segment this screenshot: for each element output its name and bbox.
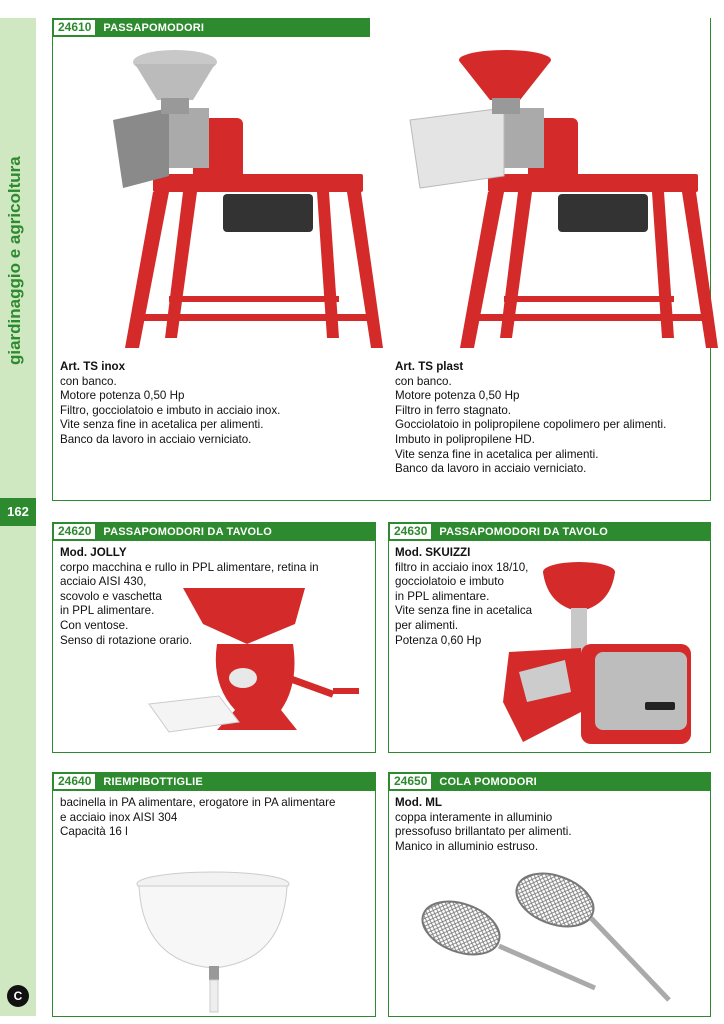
product-line: Motore potenza 0,50 Hp [395, 389, 520, 403]
section-title: PASSAPOMODORI DA TAVOLO [439, 525, 608, 538]
product-line: bacinella in PA alimentare, erogatore in PA alimentare [60, 796, 336, 809]
section-24650 [388, 772, 711, 1017]
section-title: COLA POMODORI [439, 775, 537, 788]
product-line: filtro in acciaio inox 18/10, [395, 560, 529, 574]
product-name: Art. TS inox [60, 360, 126, 373]
product-line: Senso di rotazione orario. [60, 633, 193, 647]
section-title: PASSAPOMODORI DA TAVOLO [103, 525, 272, 538]
product-line: con banco. [60, 374, 117, 388]
section-24630 [388, 522, 711, 753]
brand-logo-icon: C [7, 985, 29, 1007]
product-line: con banco. [395, 374, 452, 388]
sidebar-title-text: giardinaggio e agricoltura [5, 156, 24, 365]
product-name: Mod. SKUIZZI [395, 546, 471, 559]
section-code: 24640 [54, 774, 95, 789]
product-line: pressofuso brillantato per alimenti. [395, 825, 572, 839]
product-line: Vite senza fine in acetalica per alimenti. [395, 447, 599, 461]
product-line: Vite senza fine in acetalica [395, 604, 533, 618]
product-description [60, 796, 335, 840]
strainer-ladles-icon [419, 876, 679, 1006]
section-code: 24620 [54, 524, 95, 539]
product-line: Motore potenza 0,50 Hp [60, 389, 185, 403]
section-code: 24650 [390, 774, 431, 789]
product-name: Mod. ML [395, 796, 443, 809]
product-line: in PPL alimentare. [395, 589, 490, 603]
section-title: RIEMPIBOTTIGLIE [103, 775, 203, 788]
product-line: gocciolatoio e imbuto [395, 575, 504, 589]
section-24620 [52, 522, 376, 753]
product-description [395, 796, 572, 854]
product-line: scovolo e vaschetta [60, 589, 162, 603]
section-header [388, 772, 711, 791]
product-line: e acciaio inox AISI 304 [60, 810, 178, 824]
section-header [52, 522, 376, 541]
product-line: in PPL alimentare. [60, 604, 155, 618]
product-line: Banco da lavoro in acciaio verniciato. [60, 432, 252, 446]
product-line: Con ventose. [60, 618, 129, 632]
section-title: PASSAPOMODORI [103, 21, 205, 34]
sidebar-title [3, 156, 33, 365]
product-name: Art. TS plast [395, 360, 464, 373]
section-code: 24610 [54, 20, 95, 35]
section-header [52, 772, 376, 791]
product-line: Vite senza fine in acetalica per alimenti. [60, 418, 264, 432]
section-24610 [52, 18, 711, 501]
tomato-press-plast-icon [408, 48, 708, 348]
product-name: Mod. JOLLY [60, 546, 127, 559]
product-description [395, 360, 666, 477]
product-line: Filtro, gocciolatoio e imbuto in acciaio inox. [60, 403, 281, 417]
section-24640 [52, 772, 376, 1017]
section-header [388, 522, 711, 541]
manual-tomato-press-icon [147, 584, 367, 744]
electric-tomato-press-icon [499, 552, 699, 752]
product-line: coppa interamente in alluminio [395, 810, 553, 824]
product-line: Manico in alluminio estruso. [395, 839, 539, 853]
product-line: acciaio AISI 430, [60, 575, 147, 589]
product-line: corpo macchina e rullo in PPL alimentare, retina in [60, 560, 319, 574]
product-line: Imbuto in polipropilene HD. [395, 432, 535, 446]
product-line: Banco da lavoro in acciaio verniciato. [395, 462, 587, 476]
section-code: 24630 [390, 524, 431, 539]
product-description [60, 360, 280, 448]
bottle-filler-basin-icon [133, 872, 303, 1012]
product-line: Potenza 0,60 Hp [395, 633, 482, 647]
section-header [52, 18, 370, 37]
tomato-press-inox-icon [73, 48, 373, 348]
product-line: Capacità 16 l [60, 825, 128, 839]
product-line: Filtro in ferro stagnato. [395, 403, 511, 417]
product-line: per alimenti. [395, 618, 459, 632]
page-number: 162 [0, 498, 36, 526]
product-line: Gocciolatoio in polipropilene copolimero per alimenti. [395, 418, 667, 432]
